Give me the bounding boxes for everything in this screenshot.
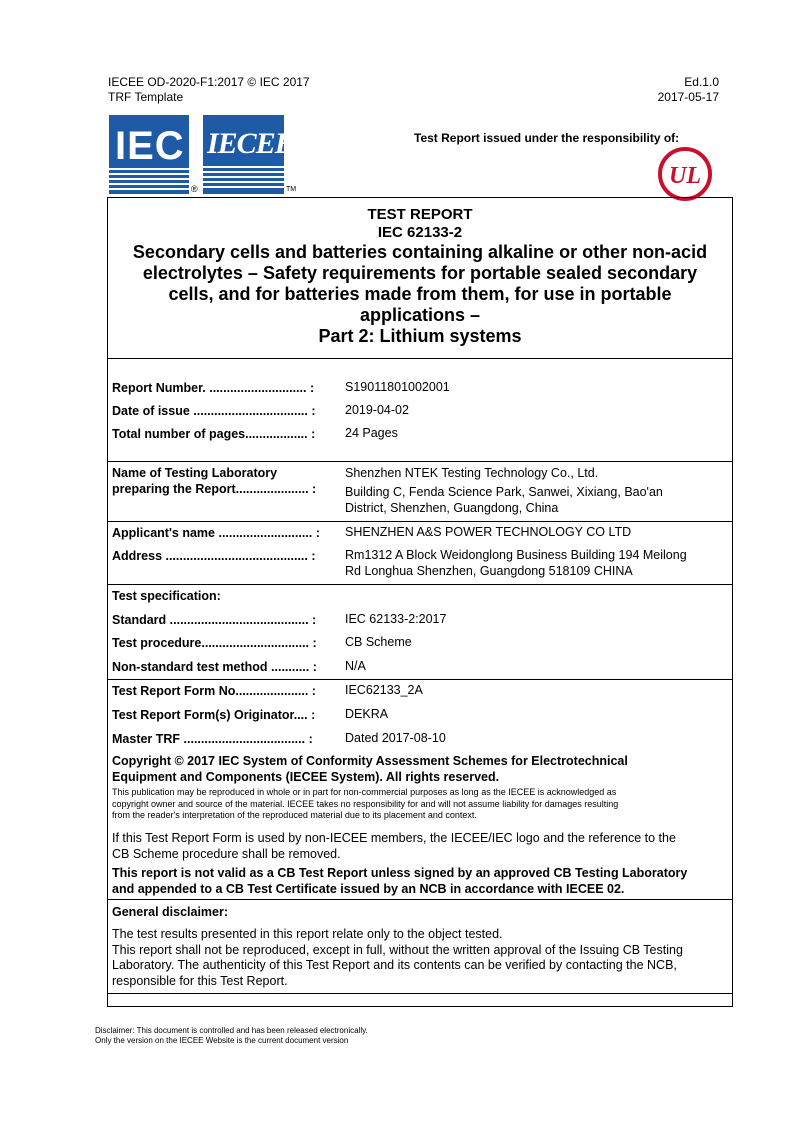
registered-mark: ® (191, 184, 198, 194)
title-part: Part 2: Lithium systems (318, 326, 522, 346)
template-label: TRF Template (108, 90, 184, 104)
trf-number-label: Test Report Form No..................... : (112, 684, 316, 698)
trf-originator-label: Test Report Form(s) Originator.... : (112, 708, 316, 722)
non-standard-method-value: N/A (345, 659, 366, 673)
edition: Ed.1.0 (684, 75, 719, 89)
edition-date: 2017-05-17 (657, 90, 719, 104)
trf-number-value: IEC62133_2A (345, 683, 423, 697)
document-footer (95, 1026, 368, 1046)
total-pages-value: 24 Pages (345, 426, 398, 440)
trf-originator-value: DEKRA (345, 707, 389, 721)
divider (107, 521, 733, 522)
general-disclaimer-text (112, 927, 728, 989)
lab-name-value: Shenzhen NTEK Testing Technology Co., Ltd. (345, 466, 599, 480)
address-value: Rm1312 A Block Weidonglong Business Building 194 Meilong (345, 548, 687, 562)
copyright-line: Equipment and Components (IECEE System). All rights reserved. (112, 770, 500, 784)
test-procedure-value: CB Scheme (345, 635, 412, 649)
header-right (658, 75, 719, 105)
iecee-logo-text: IECEE (207, 127, 294, 160)
disclaimer-line: Laboratory. The authenticity of this Test Report and its contents can be verified by contacting the NCB, (112, 958, 677, 972)
divider (107, 584, 733, 585)
iec-logo-stripes (109, 168, 189, 190)
applicant-name-label: Applicant's name ........................... : (112, 526, 320, 540)
title-line: Secondary cells and batteries containing alkaline or other non-acid (132, 242, 708, 262)
iec-logo (109, 115, 189, 194)
title-line: cells, and for batteries made from them, for use in portable (168, 284, 672, 304)
note-line: CB Scheme procedure shall be removed. (112, 847, 341, 861)
master-trf-value: Dated 2017-08-10 (345, 731, 446, 745)
footer-line: Disclaimer: This document is controlled and has been released electronically. (95, 1026, 368, 1035)
copyright-line: Copyright © 2017 IEC System of Conformity Assessment Schemes for Electrotechnical (112, 754, 628, 768)
disclaimer-line: responsible for this Test Report. (112, 973, 288, 988)
divider (107, 679, 733, 680)
standard-value: IEC 62133-2:2017 (345, 612, 447, 626)
header-left (108, 75, 310, 105)
footer-line: Only the version on the IECEE Website is the current document version (95, 1036, 349, 1045)
copyright-terms-line: copyright owner and source of the material. IECEE takes no responsibility for and will not assume liability for damages resulting (112, 798, 619, 809)
test-procedure-label: Test procedure............................... : (112, 636, 317, 650)
lab-address-value: Building C, Fenda Science Park, Sanwei, Xixiang, Bao'an (345, 485, 663, 499)
address-value: Rd Longhua Shenzhen, Guangdong 518109 CHINA (345, 564, 633, 578)
copyright-terms (112, 787, 728, 822)
total-pages-label: Total number of pages.................. : (112, 427, 316, 441)
title-standard: IEC 62133-2 (377, 224, 463, 241)
non-member-note (112, 830, 728, 862)
validity-line: This report is not valid as a CB Test Report unless signed by an approved CB Testing Laboratory (112, 866, 688, 880)
lab-name-label: preparing the Report..................... : (112, 482, 317, 496)
iec-logo-text: IEC (115, 124, 185, 168)
iecee-logo-stripes (203, 166, 284, 190)
validity-statement (112, 865, 728, 897)
date-of-issue-label: Date of issue ................................. : (112, 404, 316, 418)
copyright-terms-line: This publication may be reproduced in whole or in part for non-commercial purposes as long as the IECEE is acknowledged as (112, 787, 617, 797)
responsibility-statement: Test Report issued under the responsibility of: (414, 131, 680, 145)
ul-logo-text: UL (669, 163, 701, 189)
lab-address-value: District, Shenzhen, Guangdong, China (345, 501, 559, 515)
disclaimer-line: This report shall not be reproduced, except in full, without the written approval of the Issuing CB Testing (112, 942, 683, 957)
note-line: If this Test Report Form is used by non-IECEE members, the IECEE/IEC logo and the reference to the (112, 831, 676, 845)
report-title (107, 206, 733, 347)
general-disclaimer-heading: General disclaimer: (112, 905, 229, 919)
disclaimer-line: The test results presented in this report relate only to the object tested. (112, 927, 503, 941)
trademark-mark: TM (286, 186, 297, 193)
ul-logo-icon (657, 146, 713, 202)
divider (107, 358, 733, 359)
divider (107, 993, 733, 994)
title-line: electrolytes – Safety requirements for portable sealed secondary (142, 263, 698, 283)
copyright-terms-line: from the reader's interpretation of the reproduced material due to its placement and context. (112, 810, 477, 820)
copyright-notice (112, 753, 727, 785)
divider (107, 461, 733, 462)
master-trf-label: Master TRF ................................... : (112, 732, 313, 746)
address-label: Address ......................................... : (112, 549, 316, 563)
doc-reference: IECEE OD-2020-F1:2017 © IEC 2017 (108, 75, 310, 89)
date-of-issue-value: 2019-04-02 (345, 403, 409, 417)
non-standard-method-label: Non-standard test method ........... : (112, 660, 317, 674)
test-specification-label: Test specification: (112, 589, 221, 603)
report-number-label: Report Number. ............................ : (112, 381, 315, 395)
validity-line: and appended to a CB Test Certificate issued by an NCB in accordance with IECEE 02. (112, 882, 625, 896)
title-line: applications – (359, 305, 481, 325)
lab-name-label: Name of Testing Laboratory (112, 466, 278, 480)
divider (107, 899, 733, 900)
title-test-report: TEST REPORT (367, 206, 473, 223)
report-number-value: S19011801002001 (345, 380, 450, 394)
standard-label: Standard ........................................ : (112, 613, 317, 627)
applicant-name-value: SHENZHEN A&S POWER TECHNOLOGY CO LTD (345, 525, 632, 539)
